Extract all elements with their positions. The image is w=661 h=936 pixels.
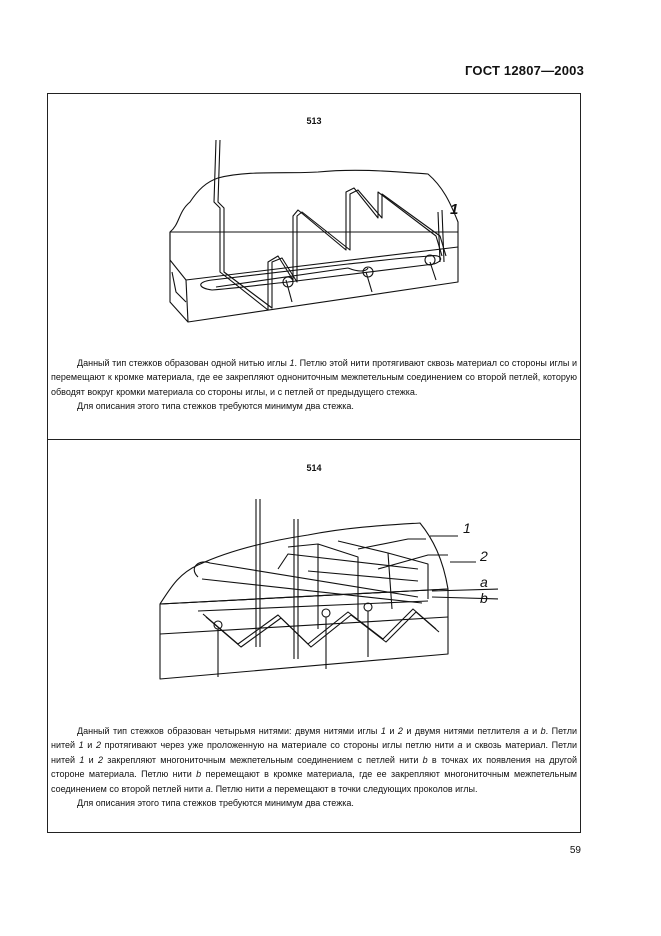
figure-frame (47, 93, 581, 833)
stitch-514-illustration (158, 499, 498, 699)
callout-b: b (480, 590, 488, 606)
callout-1: 1 (450, 201, 459, 218)
section-514-note: Для описания этого типа стежков требуются минимум два стежка. (77, 798, 354, 809)
document-header: ГОСТ 12807—2003 (465, 63, 584, 78)
callout-1: 1 (463, 520, 471, 536)
callout-2: 2 (480, 548, 488, 564)
stitch-number-513: 513 (306, 116, 322, 126)
stitch-number-514: 514 (306, 463, 322, 473)
page-number: 59 (569, 845, 581, 856)
stitch-513-illustration (168, 132, 488, 332)
callout-a: a (480, 574, 488, 590)
section-513-description (51, 356, 577, 414)
section-513-paragraph: Данный тип стежков образован одной нитью иглы 1. Петлю этой нити протягивают сквозь материал со стороны иглы и перемещают к кромке материала, где ее закрепляют однониточным межпетельным соединением со второй петлей, которую обводят вокруг кромки материала со стороны иглы, и с петлей от предыдущего стежка. (51, 358, 577, 397)
section-divider (48, 439, 580, 440)
section-514-description (51, 724, 577, 810)
section-513-note: Для описания этого типа стежков требуются минимум два стежка. (77, 401, 354, 412)
section-514-paragraph: Данный тип стежков образован четырьмя нитями: двумя нитями иглы 1 и 2 и двумя нитями петлителя a и b. Петли нитей 1 и 2 протягивают через уже проложенную на материале со стороны иглы петлю нити a и сквозь материал. Петли нитей 1 и 2 закрепляют многониточным межпетельным соединением с петлей нити b в точках их появления на другой стороне материала. Петлю нити b перемещают в кромке материала, где ее закрепляют многониточным межпетельным соединением со второй петлей нити a. Петлю нити a перемещают в точки следующих проколов иглы. (51, 726, 578, 794)
